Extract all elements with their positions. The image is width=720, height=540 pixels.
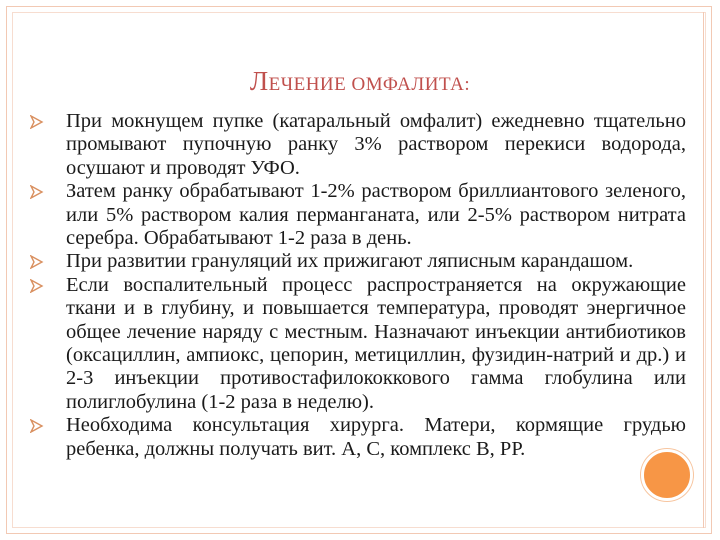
list-item-text: При мокнущем пупке (катаральный омфалит) ежедневно тщательно промывают пупочную ранку 3% раствором перекиси водорода, осушают и проводят УФО.	[66, 110, 686, 179]
arrow-bullet-icon	[30, 185, 44, 199]
decorative-orange-circle	[641, 449, 693, 501]
list-item-text: Если воспалительный процесс распространяется на окружающие ткани и в глубину, и повышается температура, проводят энергичное общее лечение наряду с местным. Назначают инъекции антибиотиков (оксациллин, ампиокс, цепорин, метициллин, фузидин-натрий и др.) и 2-3 инъекции противостафилококкового гамма глобулина или полиглобулина (1-2 раза в неделю).	[66, 273, 686, 413]
list-item	[30, 110, 686, 180]
list-item	[30, 180, 686, 250]
list-item-text: Необходима консультация хирурга. Матери, кормящие грудью ребенка, должны получать вит. А, С, комплекс В, РР.	[66, 414, 686, 460]
arrow-bullet-icon	[30, 115, 44, 129]
arrow-bullet-icon	[30, 255, 44, 269]
slide-title-rest: ЕЧЕНИЕ ОМФАЛИТА:	[268, 74, 471, 95]
arrow-bullet-icon	[30, 419, 44, 433]
slide-title-first-letter: Л	[249, 66, 269, 96]
bullet-list	[30, 110, 686, 461]
list-item-text: При развитии грануляций их прижигают ляписным карандашом.	[66, 250, 634, 273]
list-item	[30, 414, 686, 461]
arrow-bullet-icon	[30, 279, 44, 293]
slide-title	[0, 66, 720, 97]
list-item-text: Затем ранку обрабатывают 1-2% раствором бриллиантового зеленого, или 5% раствором калия перманганата, или 2-5% раствором нитрата серебра. Обрабатывают 1-2 раза в день.	[66, 180, 686, 250]
list-item	[30, 250, 686, 273]
list-item	[30, 274, 686, 414]
